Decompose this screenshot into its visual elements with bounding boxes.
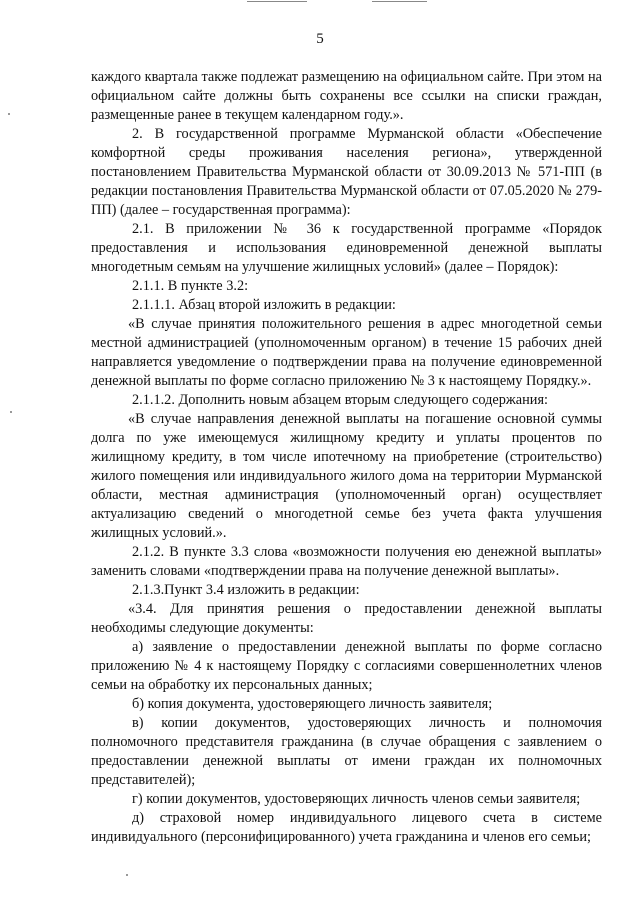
scan-top-marks bbox=[0, 0, 640, 8]
paragraph-item-2-1-1-1: 2.1.1.1. Абзац второй изложить в редакции: bbox=[132, 297, 396, 313]
paragraph-item-2-1-2: 2.1.2. В пункте 3.3 слова «возможности получения ею денежной выплаты» заменить словами «подтверждении права на получение денежной выплаты». bbox=[91, 544, 602, 579]
list-item-b: б) копия документа, удостоверяющего личность заявителя; bbox=[132, 696, 493, 712]
scan-speck bbox=[8, 113, 10, 115]
page-number: 5 bbox=[316, 31, 324, 47]
list-item-a: а) заявление о предоставлении денежной выплаты по форме согласно приложению № 4 к настоящему Порядку с согласиями совершеннолетних членов семьи на обработку их персональных данных; bbox=[91, 639, 602, 693]
paragraph-quote-2: «В случае направления денежной выплаты на погашение основной суммы долга по уже имеющемуся жилищному кредиту и уплаты процентов по жилищному кредиту, в том числе ипотечному на приобретение (строительство) жилого помещения или индивидуального жилого дома на территории Мурманской области, местная администрация (уполномоченный орган) осуществляет актуализацию сведений о многодетной семье без учета факта улучшения жилищных условий.». bbox=[91, 411, 602, 541]
list-item-v: в) копии документов, удостоверяющих личность и полномочия полномочного представителя гражданина (в случае обращения с заявлением о предоставлении денежной выплаты от имени граждан их полномочных представителей); bbox=[91, 715, 602, 788]
document-body bbox=[91, 68, 602, 847]
paragraph-item-2-1-3: 2.1.3.Пункт 3.4 изложить в редакции: bbox=[132, 582, 360, 598]
paragraph-continuation: каждого квартала также подлежат размещению на официальном сайте. При этом на официальном сайте должны быть сохранены все ссылки на списки граждан, размещенные ранее в текущем календарном году.». bbox=[91, 69, 602, 123]
paragraph-item-2: 2. В государственной программе Мурманской области «Обеспечение комфортной среды проживания населения региона», утвержденной постановлением Правительства Мурманской области от 30.09.2013 № 571-ПП (в редакции постановления Правительства Мурманской области от 07.05.2020 № 279-ПП) (далее – государственная программа): bbox=[91, 126, 602, 218]
scan-speck bbox=[10, 411, 12, 413]
paragraph-quote-1: «В случае принятия положительного решения в адрес многодетной семьи местной администрацией (уполномоченным органом) в течение 15 рабочих дней направляется уведомление о подтверждении права на получение единовременной денежной выплаты по форме согласно приложению № 3 к настоящему Порядку.». bbox=[91, 316, 602, 389]
list-item-d: д) страховой номер индивидуального лицевого счета в системе индивидуального (персонифицированного) учета гражданина и членов его семьи; bbox=[91, 810, 602, 845]
list-item-g: г) копии документов, удостоверяющих личность членов семьи заявителя; bbox=[132, 791, 581, 807]
paragraph-quote-3-4: «3.4. Для принятия решения о предоставлении денежной выплаты необходимы следующие документы: bbox=[91, 601, 602, 636]
scan-speck bbox=[126, 874, 128, 876]
paragraph-item-2-1-1: 2.1.1. В пункте 3.2: bbox=[132, 278, 249, 294]
paragraph-item-2-1: 2.1. В приложении № 36 к государственной программе «Порядок предоставления и использования единовременной денежной выплаты многодетным семьям на улучшение жилищных условий» (далее – Порядок): bbox=[91, 221, 602, 275]
paragraph-item-2-1-1-2: 2.1.1.2. Дополнить новым абзацем вторым следующего содержания: bbox=[132, 392, 548, 408]
